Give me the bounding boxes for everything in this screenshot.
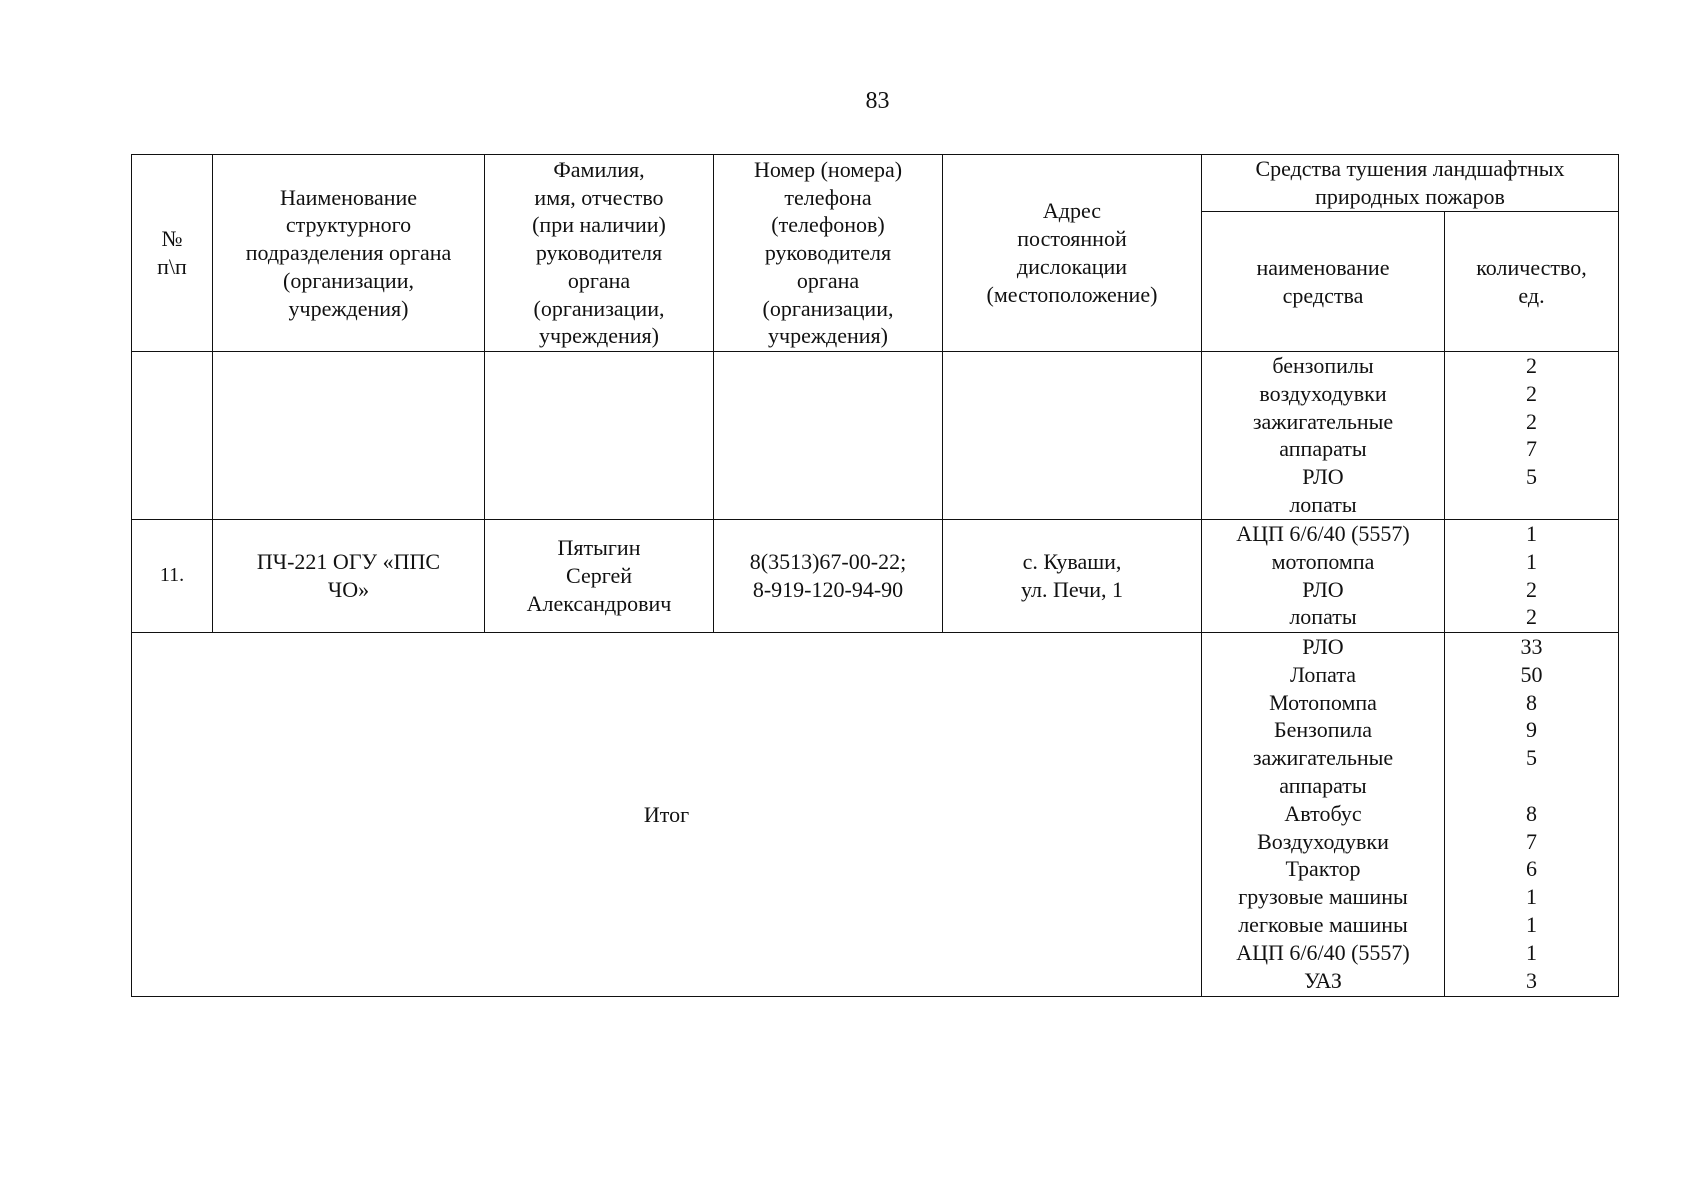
- header-num: [132, 155, 213, 352]
- total-row: [132, 633, 1619, 997]
- text-line: УАЗ: [1304, 967, 1342, 993]
- text-line: зажигательные: [1252, 408, 1394, 434]
- text-line: 2: [1526, 576, 1537, 602]
- text-line: телефона: [784, 184, 872, 210]
- text-line: (организации,: [762, 295, 894, 321]
- text-line: АЦП 6/6/40 (5557): [1236, 939, 1410, 965]
- text-line: [1445, 491, 1618, 519]
- text-line: лопаты: [1289, 604, 1357, 630]
- text-line: 1: [1526, 884, 1537, 910]
- text-line: 1: [1526, 548, 1537, 574]
- text-line: ед.: [1518, 282, 1545, 308]
- text-line: (организации,: [283, 267, 414, 293]
- row-means: [1202, 520, 1445, 633]
- text-line: мотопомпа: [1271, 548, 1375, 574]
- text-line: органа: [567, 267, 631, 293]
- text-line: органа: [796, 267, 860, 293]
- row-phone: [714, 352, 943, 520]
- header-means-qty: [1445, 212, 1619, 352]
- text-line: Лопата: [1290, 661, 1356, 687]
- text-line: подразделения органа: [245, 240, 452, 266]
- text-line: средства: [1282, 282, 1364, 308]
- text-line: 1: [1526, 939, 1537, 965]
- text-line: Александрович: [526, 590, 672, 616]
- total-label: Итог: [132, 633, 1202, 997]
- text-line: структурного: [285, 212, 412, 238]
- text-line: п\п: [157, 254, 187, 279]
- text-line: количество,: [1476, 254, 1587, 280]
- row-unit: [213, 352, 485, 520]
- resources-table: [131, 154, 1619, 997]
- row-address: [943, 520, 1202, 633]
- page-number: 83: [865, 88, 890, 114]
- text-line: РЛО: [1302, 576, 1344, 602]
- row-qty: [1445, 352, 1619, 520]
- text-line: ПЧ-221 ОГУ «ППС: [256, 549, 441, 575]
- text-line: учреждения): [768, 323, 888, 349]
- text-line: 5: [1526, 464, 1537, 490]
- text-line: 2: [1526, 353, 1537, 378]
- text-line: лопаты: [1289, 491, 1357, 517]
- text-line: Номер (номера): [753, 156, 903, 182]
- header-phone: [714, 155, 943, 352]
- header-means-group: [1202, 155, 1619, 212]
- text-line: 7: [1526, 828, 1537, 854]
- text-line: 2: [1526, 604, 1537, 630]
- text-line: Наименование: [279, 184, 418, 210]
- text-line: 8(3513)67-00-22;: [749, 549, 907, 575]
- text-line: 8-919-120-94-90: [752, 577, 904, 602]
- text-line: постоянной: [1017, 226, 1127, 252]
- text-line: учреждения): [539, 323, 659, 349]
- text-line: ул. Печи, 1: [1021, 577, 1123, 602]
- total-qty: [1445, 633, 1619, 997]
- text-line: легковые машины: [1238, 911, 1408, 937]
- text-line: 8: [1526, 689, 1537, 715]
- text-line: учреждения): [288, 295, 409, 321]
- text-line: дислокации: [1016, 254, 1128, 279]
- text-line: аппараты: [1279, 772, 1367, 798]
- text-line: Фамилия,: [553, 156, 645, 182]
- text-line: имя, отчество: [534, 184, 664, 210]
- text-line: руководителя: [764, 240, 892, 266]
- text-line: 2: [1526, 380, 1537, 406]
- header-means-name: [1202, 212, 1445, 352]
- text-line: 6: [1526, 856, 1537, 882]
- text-line: Сергей: [566, 563, 632, 589]
- text-line: 2: [1526, 408, 1537, 434]
- text-line: 5: [1526, 745, 1537, 771]
- text-line: 1: [1526, 911, 1537, 937]
- row-num: 11.: [132, 520, 213, 633]
- text-line: (организации,: [533, 295, 665, 321]
- text-line: зажигательные: [1252, 745, 1394, 771]
- header-head-name: [485, 155, 714, 352]
- row-qty: [1445, 520, 1619, 633]
- table-row: [132, 352, 1619, 520]
- table-row: [132, 520, 1619, 633]
- row-unit: [213, 520, 485, 633]
- text-line: 33: [1520, 634, 1543, 659]
- text-line: АЦП 6/6/40 (5557): [1236, 521, 1410, 546]
- row-phone: [714, 520, 943, 633]
- text-line: ЧО»: [327, 577, 370, 602]
- text-line: 8: [1526, 800, 1537, 826]
- text-line: Бензопила: [1273, 717, 1373, 743]
- text-line: 7: [1526, 436, 1537, 462]
- header-row: [132, 155, 1619, 212]
- text-line: Адрес: [1042, 198, 1102, 224]
- text-line: 1: [1526, 521, 1537, 546]
- text-line: грузовые машины: [1238, 884, 1408, 910]
- text-line: Средства тушения ландшафтных: [1255, 156, 1565, 182]
- text-line: [1445, 772, 1618, 800]
- row-means: [1202, 352, 1445, 520]
- text-line: РЛО: [1302, 634, 1344, 659]
- text-line: 50: [1520, 661, 1543, 687]
- text-line: Трактор: [1285, 856, 1361, 882]
- text-line: Автобус: [1284, 800, 1362, 826]
- text-line: (телефонов): [771, 212, 885, 238]
- row-head: [485, 352, 714, 520]
- text-line: Мотопомпа: [1269, 689, 1377, 715]
- text-line: Воздуходувки: [1257, 828, 1389, 854]
- text-line: бензопилы: [1272, 353, 1374, 378]
- row-address: [943, 352, 1202, 520]
- text-line: (при наличии): [532, 212, 666, 238]
- text-line: наименование: [1256, 254, 1390, 280]
- text-line: (местоположение): [986, 281, 1158, 307]
- text-line: руководителя: [535, 240, 663, 266]
- header-address: [943, 155, 1202, 352]
- text-line: 3: [1526, 967, 1537, 993]
- total-means: [1202, 633, 1445, 997]
- text-line: №: [161, 226, 183, 252]
- text-line: воздуходувки: [1259, 380, 1387, 406]
- row-num: [132, 352, 213, 520]
- text-line: природных пожаров: [1315, 184, 1505, 209]
- text-line: РЛО: [1302, 464, 1344, 490]
- text-line: 9: [1526, 717, 1537, 743]
- text-line: Пятыгин: [557, 535, 641, 561]
- header-unit-name: [213, 155, 485, 352]
- text-line: с. Куваши,: [1022, 549, 1122, 575]
- row-head: [485, 520, 714, 633]
- text-line: аппараты: [1279, 436, 1367, 462]
